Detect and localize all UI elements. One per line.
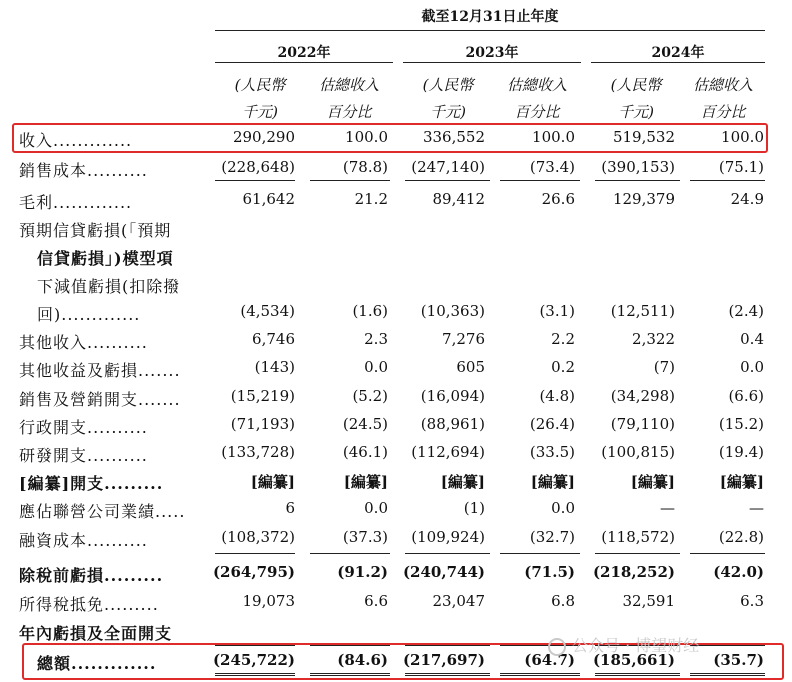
pct-header-2022: 估總收入 xyxy=(318,76,379,94)
row-label-total-line2: 總額............. xyxy=(37,654,157,673)
cell-r10-c1: 0.0 xyxy=(364,499,388,517)
cell-r14-c1: (84.6) xyxy=(337,651,388,669)
cell-r3-c4: (12,511) xyxy=(610,302,675,320)
cell-r14-c4: (185,661) xyxy=(592,651,675,669)
row-label-rnd-expenses: 研發開支.......... xyxy=(19,446,148,465)
watermark: 公众号 · 博望财经 xyxy=(548,633,699,656)
row-label-other-gains: 其他收益及虧損....... xyxy=(19,361,181,380)
cell-r6-c4: (34,298) xyxy=(610,387,675,405)
cell-r4-c5: 0.4 xyxy=(740,330,764,348)
year-2023: 2023年 xyxy=(465,45,519,61)
rule xyxy=(405,180,490,181)
cell-r11-c5: (22.8) xyxy=(718,528,764,546)
cell-r8-c3: (33.5) xyxy=(529,443,575,461)
cell-r13-c5: 6.3 xyxy=(740,592,764,610)
cell-r13-c4: 32,591 xyxy=(622,592,675,610)
cell-r12-c0: (264,795) xyxy=(212,563,295,581)
cell-r4-c2: 7,276 xyxy=(442,330,485,348)
rule xyxy=(500,180,580,181)
year-2022: 2022年 xyxy=(277,45,331,61)
cell-r6-c1: (5.2) xyxy=(352,387,388,405)
cell-r12-c2: (240,744) xyxy=(402,563,485,581)
cell-r2-c1: 21.2 xyxy=(354,190,388,208)
cell-r1-c2: (247,140) xyxy=(411,158,485,176)
cell-r7-c3: (26.4) xyxy=(529,415,575,433)
cell-r0-c3: 100.0 xyxy=(532,128,575,146)
highlight-revenue-row xyxy=(12,123,768,153)
row-label-finance-costs: 融資成本.......... xyxy=(19,531,148,550)
cell-r12-c1: (91.2) xyxy=(337,563,388,581)
cell-r0-c5: 100.0 xyxy=(721,128,764,146)
year-2024: 2024年 xyxy=(651,45,705,61)
cell-r8-c5: (19.4) xyxy=(718,443,764,461)
cell-r13-c1: 6.6 xyxy=(364,592,388,610)
row-label-ecl-line4: 回)............. xyxy=(37,305,141,324)
cell-r0-c4: 519,532 xyxy=(612,128,675,146)
cell-r1-c0: (228,648) xyxy=(221,158,295,176)
cell-r1-c3: (73.4) xyxy=(529,158,575,176)
cell-r13-c0: 19,073 xyxy=(242,592,295,610)
pct-header-2023: 估總收入 xyxy=(506,76,567,94)
cell-r8-c2: (112,694) xyxy=(411,443,485,461)
cell-r9-c4: [編纂] xyxy=(630,473,675,491)
row-label-loss-before-tax: 除稅前虧損......... xyxy=(19,566,164,585)
row-label-cost-of-sales: 銷售成本.......... xyxy=(19,161,148,180)
cell-r5-c0: (143) xyxy=(254,358,295,376)
cell-r2-c3: 26.6 xyxy=(541,190,575,208)
cell-r3-c1: (1.6) xyxy=(352,302,388,320)
cell-r3-c3: (3.1) xyxy=(539,302,575,320)
cell-r4-c1: 2.3 xyxy=(364,330,388,348)
cell-r13-c3: 6.8 xyxy=(551,592,575,610)
wechat-icon xyxy=(548,638,566,656)
cell-r11-c0: (108,372) xyxy=(221,528,295,546)
cell-r6-c5: (6.6) xyxy=(728,387,764,405)
cell-r12-c5: (42.0) xyxy=(713,563,764,581)
cell-r14-c0: (245,722) xyxy=(212,651,295,669)
cell-r9-c1: [編纂] xyxy=(343,473,388,491)
rule xyxy=(215,553,295,554)
cell-r0-c0: 290,290 xyxy=(232,128,295,146)
cell-r7-c2: (88,961) xyxy=(420,415,485,433)
cell-r9-c3: [編纂] xyxy=(530,473,575,491)
cell-r2-c0: 61,642 xyxy=(242,190,295,208)
cell-r8-c1: (46.1) xyxy=(342,443,388,461)
cell-r2-c2: 89,412 xyxy=(432,190,485,208)
row-label-redacted-expenses: [編纂]開支......... xyxy=(19,474,164,493)
year-rule-2023 xyxy=(403,62,581,63)
rule xyxy=(595,553,680,554)
header-rule xyxy=(215,30,765,31)
rule xyxy=(595,180,680,181)
cell-r11-c3: (32.7) xyxy=(529,528,575,546)
cell-r10-c2: (1) xyxy=(463,499,485,517)
unit-header-2024: (人民幣 xyxy=(610,76,662,94)
year-rule-2022 xyxy=(215,62,393,63)
row-label-total-line1: 年內虧損及全面開支 xyxy=(19,624,173,643)
cell-r7-c1: (24.5) xyxy=(342,415,388,433)
pct-header-2024-b: 百分比 xyxy=(700,103,746,121)
cell-r0-c2: 336,552 xyxy=(422,128,485,146)
cell-r5-c3: 0.2 xyxy=(551,358,575,376)
rule xyxy=(690,553,765,554)
row-label-associates: 應佔聯營公司業績..... xyxy=(19,502,186,521)
cell-r12-c3: (71.5) xyxy=(524,563,575,581)
cell-r14-c3: (64.7) xyxy=(524,651,575,669)
cell-r6-c2: (16,094) xyxy=(420,387,485,405)
cell-r6-c3: (4.8) xyxy=(539,387,575,405)
cell-r0-c1: 100.0 xyxy=(345,128,388,146)
year-rule-2024 xyxy=(591,62,765,63)
rule xyxy=(310,553,390,554)
cell-r13-c2: 23,047 xyxy=(432,592,485,610)
cell-r10-c5: — xyxy=(749,499,764,517)
row-label-ecl-line3: 下減值虧損(扣除撥 xyxy=(37,277,181,296)
cell-r9-c2: [編纂] xyxy=(440,473,485,491)
rule xyxy=(215,180,295,181)
cell-r9-c5: [編纂] xyxy=(719,473,764,491)
cell-r3-c5: (2.4) xyxy=(728,302,764,320)
cell-r12-c4: (218,252) xyxy=(592,563,675,581)
cell-r11-c4: (118,572) xyxy=(601,528,675,546)
cell-r14-c5: (35.7) xyxy=(713,651,764,669)
rule xyxy=(690,180,765,181)
cell-r7-c0: (71,193) xyxy=(230,415,295,433)
cell-r11-c1: (37.3) xyxy=(342,528,388,546)
period-header: 截至12月31日止年度 xyxy=(421,9,559,25)
row-label-gross-profit: 毛利............. xyxy=(19,193,133,212)
cell-r6-c0: (15,219) xyxy=(230,387,295,405)
row-label-ecl-line1: 預期信貸虧損(「預期 xyxy=(19,221,172,240)
cell-r10-c3: 0.0 xyxy=(551,499,575,517)
cell-r7-c5: (15.2) xyxy=(718,415,764,433)
cell-r2-c5: 24.9 xyxy=(730,190,764,208)
row-label-revenue: 收入............. xyxy=(19,131,133,150)
row-label-tax-credit: 所得稅抵免......... xyxy=(19,595,159,614)
cell-r1-c4: (390,153) xyxy=(601,158,675,176)
unit-header-2022: (人民幣 xyxy=(234,76,286,94)
cell-r11-c2: (109,924) xyxy=(411,528,485,546)
cell-r14-c2: (217,697) xyxy=(402,651,485,669)
cell-r1-c5: (75.1) xyxy=(718,158,764,176)
row-label-admin-expenses: 行政開支.......... xyxy=(19,418,148,437)
cell-r4-c3: 2.2 xyxy=(551,330,575,348)
cell-r2-c4: 129,379 xyxy=(612,190,675,208)
row-label-other-income: 其他收入.......... xyxy=(19,333,148,352)
cell-r1-c1: (78.8) xyxy=(342,158,388,176)
cell-r5-c4: (7) xyxy=(653,358,675,376)
cell-r10-c4: — xyxy=(660,499,675,517)
rule xyxy=(500,553,580,554)
unit-header-2022-b: 千元) xyxy=(242,103,278,121)
pct-header-2024: 估總收入 xyxy=(692,76,753,94)
unit-header-2023: (人民幣 xyxy=(422,76,474,94)
rule xyxy=(310,180,390,181)
cell-r9-c0: [編纂] xyxy=(250,473,295,491)
row-label-ecl-line2: 信貸虧損」)模型項 xyxy=(37,249,174,268)
cell-r8-c0: (133,728) xyxy=(221,443,295,461)
row-label-selling-expenses: 銷售及營銷開支....... xyxy=(19,390,181,409)
cell-r5-c5: 0.0 xyxy=(740,358,764,376)
pct-header-2023-b: 百分比 xyxy=(514,103,560,121)
unit-header-2023-b: 千元) xyxy=(430,103,466,121)
cell-r4-c4: 2,322 xyxy=(632,330,675,348)
cell-r3-c2: (10,363) xyxy=(420,302,485,320)
cell-r5-c1: 0.0 xyxy=(364,358,388,376)
cell-r4-c0: 6,746 xyxy=(252,330,295,348)
cell-r7-c4: (79,110) xyxy=(610,415,675,433)
unit-header-2024-b: 千元) xyxy=(618,103,654,121)
pct-header-2022-b: 百分比 xyxy=(326,103,372,121)
cell-r10-c0: 6 xyxy=(285,499,295,517)
rule xyxy=(405,553,490,554)
cell-r8-c4: (100,815) xyxy=(601,443,675,461)
cell-r5-c2: 605 xyxy=(456,358,485,376)
cell-r3-c0: (4,534) xyxy=(240,302,295,320)
